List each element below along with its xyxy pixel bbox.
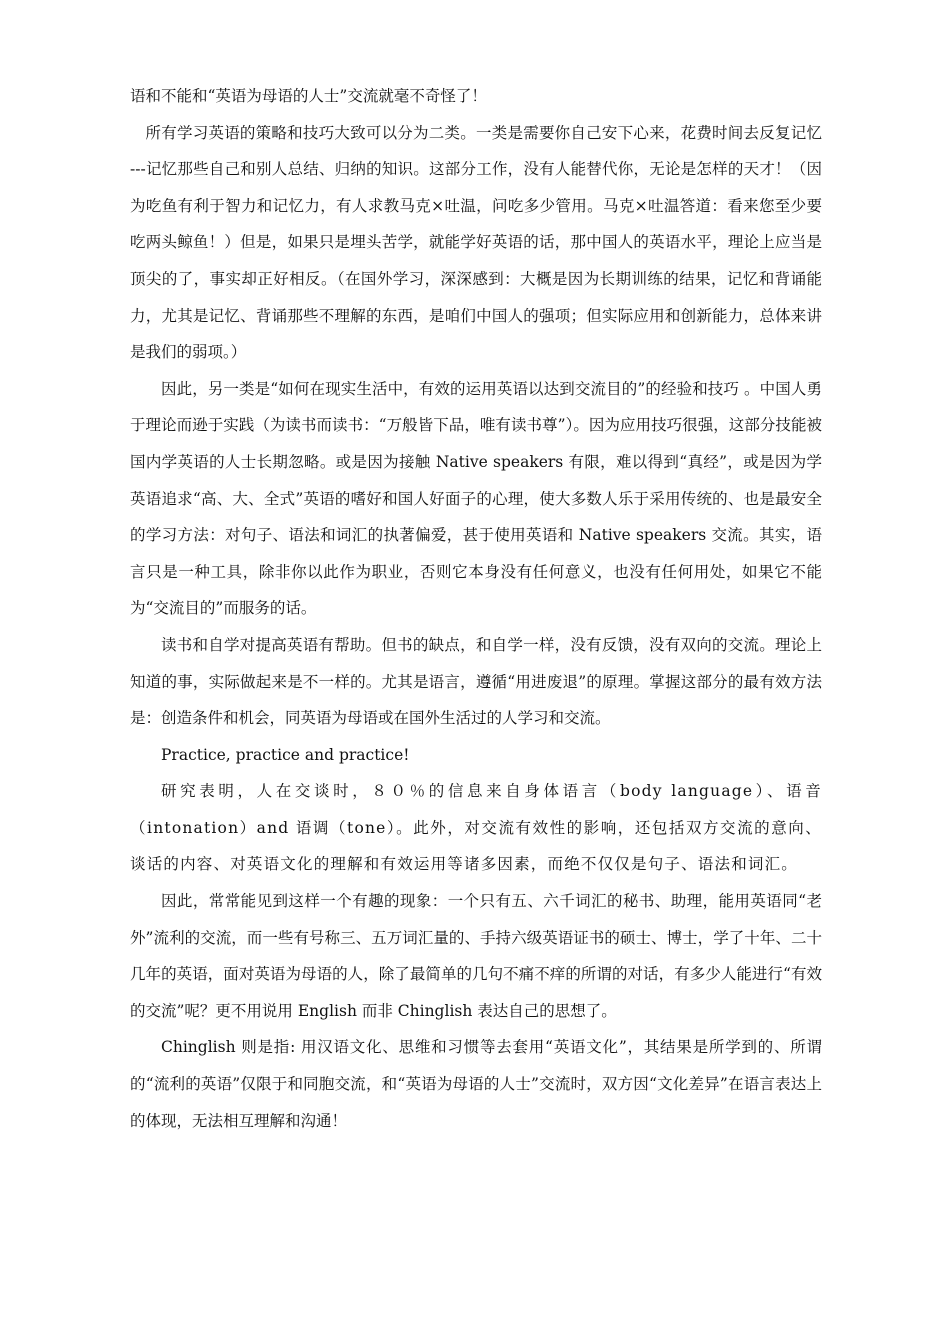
document-body — [130, 78, 822, 1139]
paragraph-5: Practice, practice and practice! — [161, 745, 410, 764]
paragraph-4: 读书和自学对提高英语有帮助。但书的缺点，和自学一样，没有反馈，没有双向的交流。理论上知道的事，实际做起来是不一样的。尤其是语言，遵循“用进废退”的原理。掌握这部分的最有效方法是：创造条件和机会，同英语为母语或在国外生活过的人学习和交流。 — [130, 635, 822, 728]
paragraph-1: 语和不能和“英语为母语的人士”交流就毫不奇怪了！ — [130, 87, 487, 105]
paragraph-6: 研究表明，人在交谈时，８０％的信息来自身体语言（body language）、语音（intonation）and 语调（tone）。此外，对交流有效性的影响，还包括双方交流的意向、谈话的内容、对英语文化的理解和有效运用等诸多因素，而绝不仅仅是句子、语法和词汇。 — [130, 782, 822, 874]
paragraph-2: 所有学习英语的策略和技巧大致可以分为二类。一类是需要你自己安下心来，花费时间去反复记忆 ---记忆那些自己和别人总结、归纳的知识。这部分工作，没有人能替代你，无论是怎样的天才！（因为吃鱼有利于智力和记忆力，有人求教马克×吐温，问吃多少管用。马克×吐温答道：看来您至少要吃两头鲸鱼！）但是，如果只是埋头苦学，就能学好英语的话，那中国人的英语水平，理论上应当是顶尖的了，事实却正好相反。（在国外学习，深深感到：大概是因为长期训练的结果，记忆和背诵能力，尤其是记忆、背诵那些不理解的东西，是咱们中国人的强项；但实际应用和创新能力，总体来讲是我们的弱项。） — [130, 123, 822, 362]
paragraph-7: 因此，常常能见到这样一个有趣的现象：一个只有五、六千词汇的秘书、助理，能用英语同“老外”流利的交流，而一些有号称三、五万词汇量的、手持六级英语证书的硕士、博士，学了十年、二十几年的英语，面对英语为母语的人，除了最简单的几句不痛不痒的所谓的对话，有多少人能进行“有效的交流”呢？更不用说用 English 而非 Chinglish 表达自己的思想了。 — [130, 892, 822, 1020]
paragraph-8: Chinglish 则是指: 用汉语文化、思维和习惯等去套用“英语文化”，其结果是所学到的、所谓的“流利的英语”仅限于和同胞交流，和“英语为母语的人士”交流时，双方因“文化差异”在语言表达上的体现，无法相互理解和沟通！ — [130, 1038, 822, 1130]
paragraph-3: 因此，另一类是“如何在现实生活中，有效的运用英语以达到交流目的”的经验和技巧 。中国人勇于理论而逊于实践（为读书而读书：“万般皆下品，唯有读书尊”）。因为应用技巧很强，这部分技能被国内学英语的人士长期忽略。或是因为接触 Native speakers 有限，难以得到“真经”，或是因为学英语追求“高、大、全式”英语的嗜好和国人好面子的心理，使大多数人乐于采用传统的、也是最安全的学习方法：对句子、语法和词汇的执著偏爱，甚于使用英语和 Native speakers 交流。其实，语言只是一种工具，除非你以此作为职业，否则它本身没有任何意义，也没有任何用处，如果它不能为“交流目的”而服务的话。 — [130, 379, 822, 618]
